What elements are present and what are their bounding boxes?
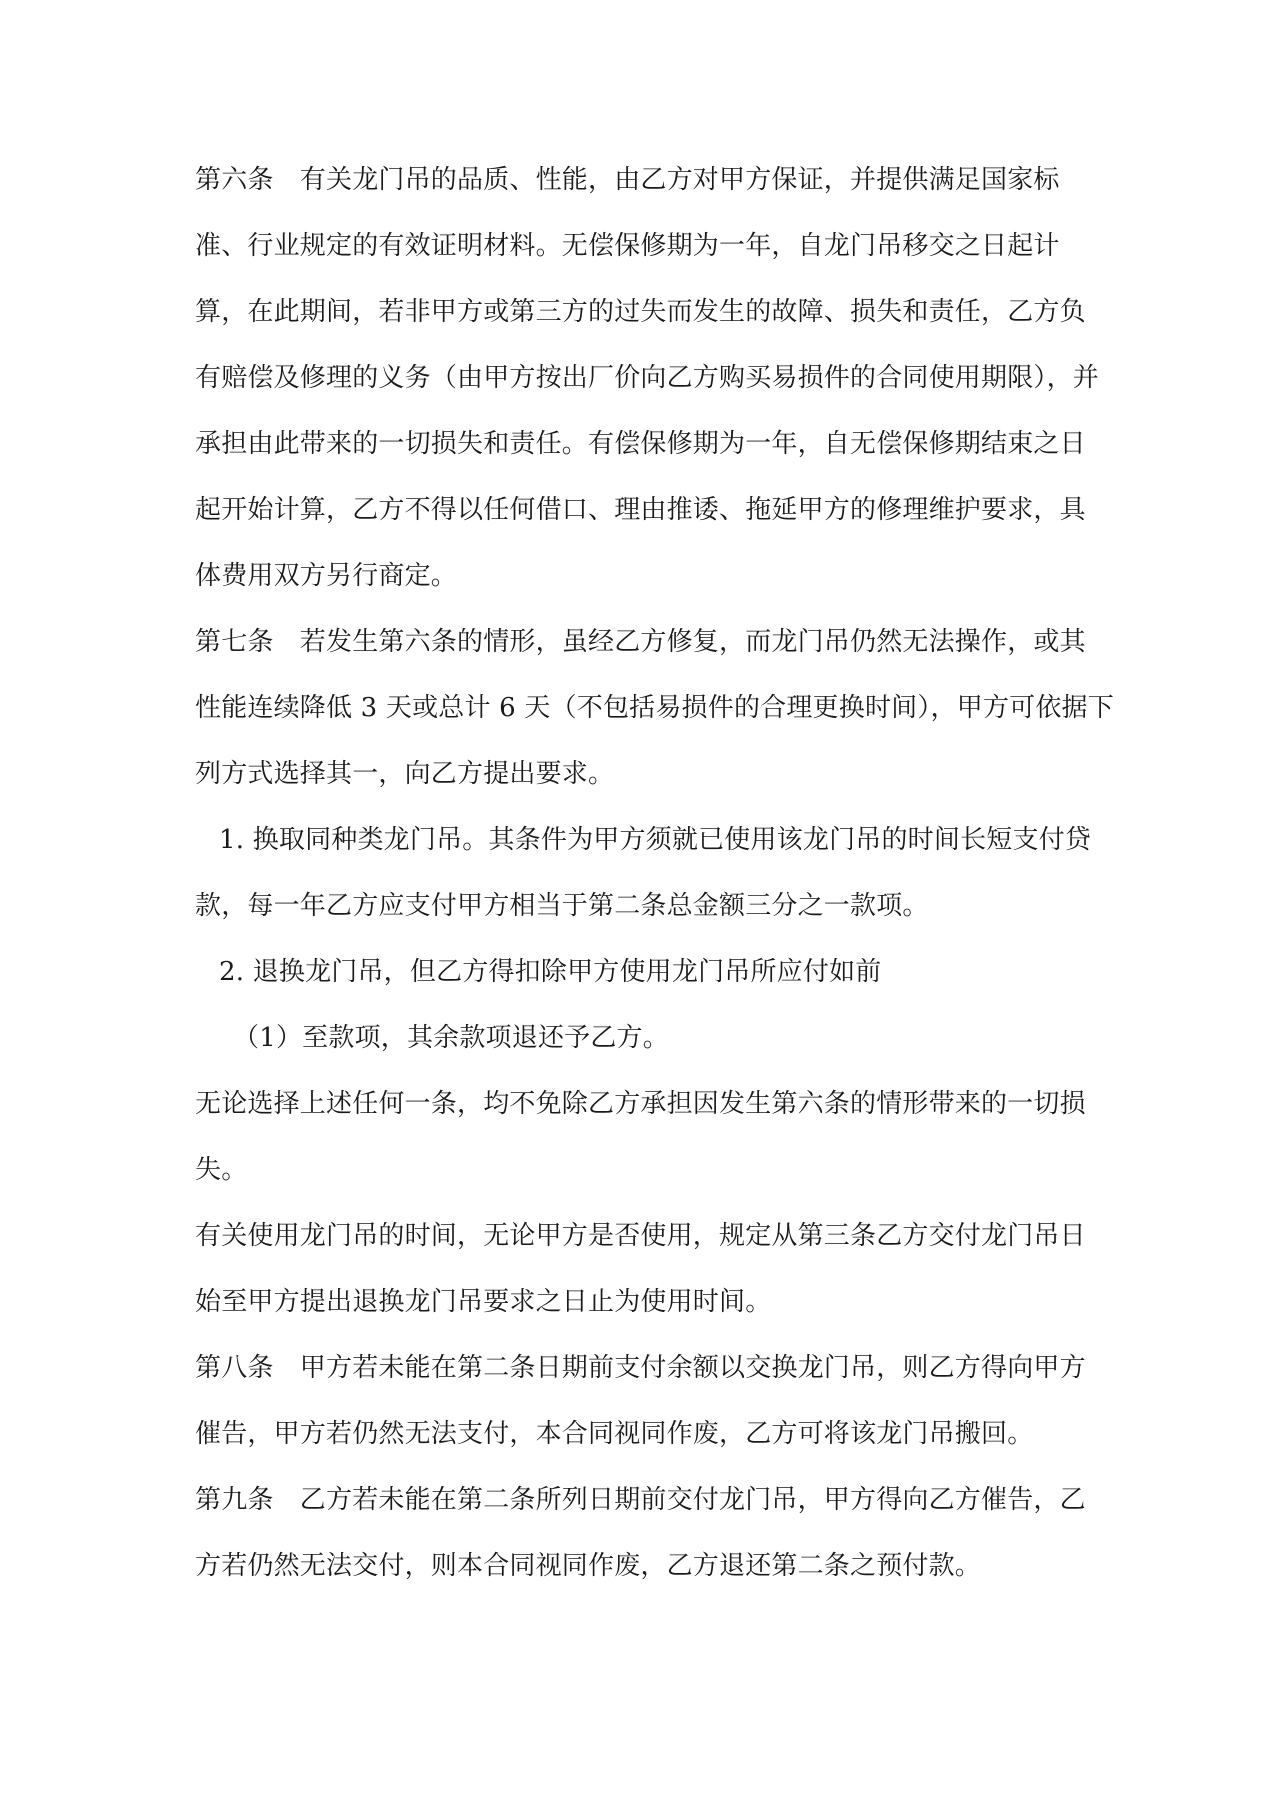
clause-note-line-1: 无论选择上述任何一条，均不免除乙方承担因发生第六条的情形带来的一切损 [195, 1089, 1086, 1119]
article-6-line-2: 准、行业规定的有效证明材料。无偿保修期为一年，自龙门吊移交之日起计 [195, 231, 1060, 261]
article-6-line-7: 体费用双方另行商定。 [195, 561, 458, 591]
article-7-line-2: 性能连续降低 3 天或总计 6 天（不包括易损件的合理更换时间），甲方可依据下 [195, 693, 1114, 723]
usage-time-line-1: 有关使用龙门吊的时间，无论甲方是否使用，规定从第三条乙方交付龙门吊日 [195, 1221, 1086, 1251]
article-6-line-6: 起开始计算，乙方不得以任何借口、理由推诿、拖延甲方的修理维护要求，具 [195, 495, 1086, 525]
article-7-line-3: 列方式选择其一，向乙方提出要求。 [195, 759, 615, 789]
article-7-line-1: 第七条 若发生第六条的情形，虽经乙方修复，而龙门吊仍然无法操作，或其 [195, 627, 1086, 657]
article-9-line-2: 方若仍然无法交付，则本合同视同作废，乙方退还第二条之预付款。 [195, 1551, 982, 1581]
article-8-line-1: 第八条 甲方若未能在第二条日期前支付余额以交换龙门吊，则乙方得向甲方 [195, 1353, 1086, 1383]
article-9-line-1: 第九条 乙方若未能在第二条所列日期前交付龙门吊，甲方得向乙方催告，乙 [195, 1485, 1086, 1515]
article-6-line-1: 第六条 有关龙门吊的品质、性能，由乙方对甲方保证，并提供满足国家标 [195, 165, 1060, 195]
list-item-1-line-2: 款，每一年乙方应支付甲方相当于第二条总金额三分之一款项。 [195, 891, 929, 921]
list-item-1-line-1: 1. 换取同种类龙门吊。其条件为甲方须就已使用该龙门吊的时间长短支付贷 [219, 825, 1092, 855]
article-6-line-3: 算，在此期间，若非甲方或第三方的过失而发生的故障、损失和责任，乙方负 [195, 297, 1086, 327]
list-item-2: 2. 退换龙门吊，但乙方得扣除甲方使用龙门吊所应付如前 [219, 957, 882, 987]
article-6-line-5: 承担由此带来的一切损失和责任。有偿保修期为一年，自无偿保修期结束之日 [195, 429, 1086, 459]
article-6-line-4: 有赔偿及修理的义务（由甲方按出厂价向乙方购买易损件的合同使用期限），并 [195, 363, 1100, 393]
sub-item-1: （1）至款项，其余款项退还予乙方。 [233, 1023, 669, 1053]
usage-time-line-2: 始至甲方提出退换龙门吊要求之日止为使用时间。 [195, 1287, 772, 1317]
clause-note-line-2: 失。 [195, 1155, 248, 1185]
article-8-line-2: 催告，甲方若仍然无法支付，本合同视同作废，乙方可将该龙门吊搬回。 [195, 1419, 1034, 1449]
